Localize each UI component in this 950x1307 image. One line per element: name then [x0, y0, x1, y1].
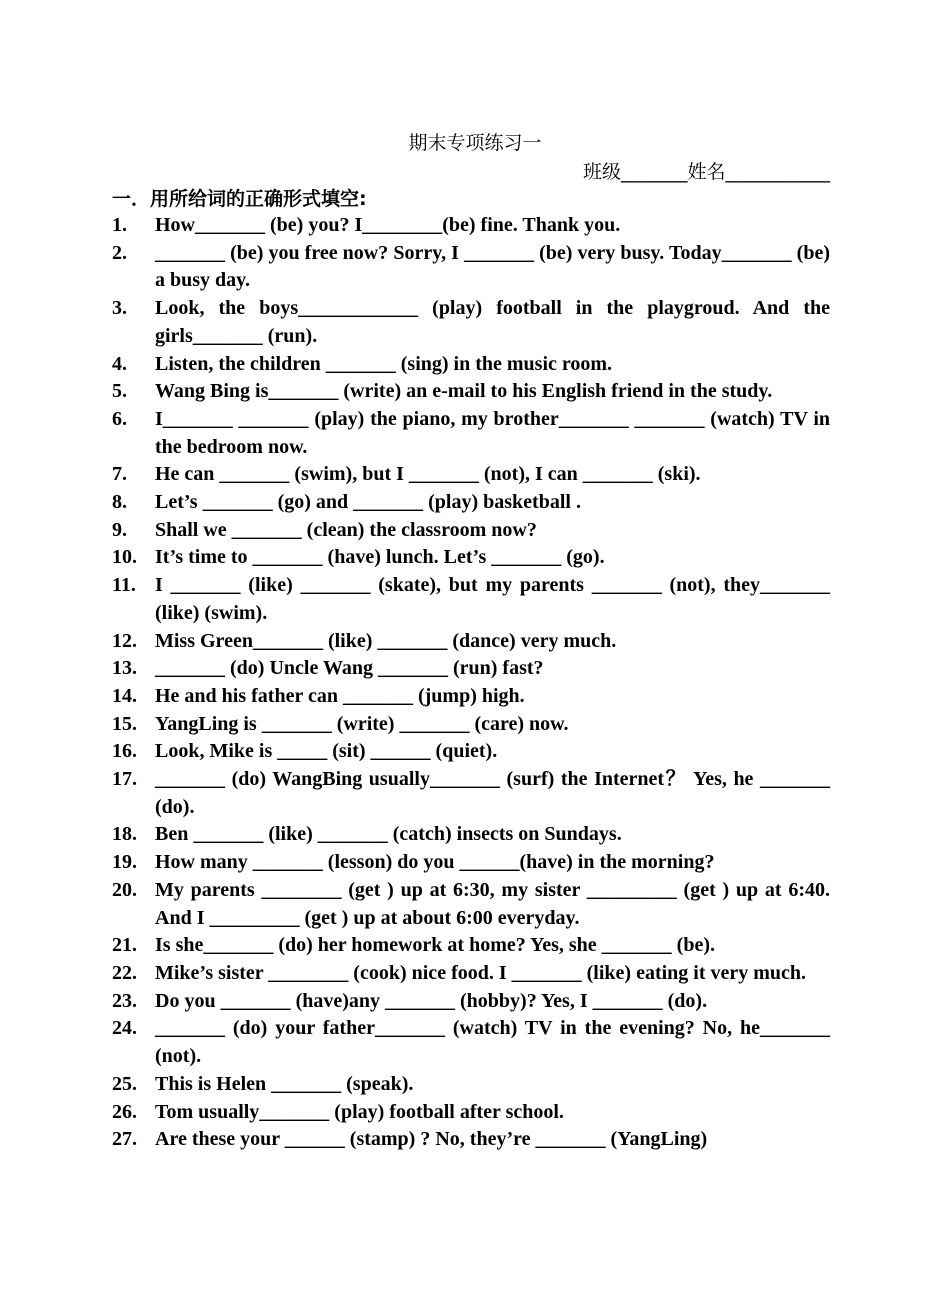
question-item	[112, 683, 830, 711]
question-text: This is Helen _______ (speak).	[155, 1072, 414, 1095]
question-text: Is she_______ (do) her homework at home? Yes, she _______ (be).	[155, 934, 715, 957]
question-number: 18.	[112, 823, 137, 846]
question-number: 27.	[112, 1128, 137, 1151]
question-item	[112, 406, 830, 461]
question-item	[112, 489, 830, 517]
question-text: Ben _______ (like) _______ (catch) insects on Sundays.	[155, 823, 622, 846]
question-number: 14.	[112, 684, 137, 707]
question-number: 3.	[112, 297, 127, 320]
class-name-line: 班级_______姓名___________	[582, 161, 830, 183]
question-item	[112, 544, 830, 572]
question-item	[112, 1126, 830, 1154]
question-number: 25.	[112, 1072, 137, 1095]
question-text: Are these your ______ (stamp) ? No, they’re _______ (YangLing)	[155, 1128, 708, 1151]
question-text: He and his father can _______ (jump) high.	[155, 684, 525, 707]
question-number: 9.	[112, 518, 127, 541]
question-number: 22.	[112, 961, 137, 984]
question-text: _______ (do) your father_______ (watch) TV in the evening? No, he_______ (not).	[155, 1017, 830, 1068]
question-number: 13.	[112, 657, 137, 680]
question-item	[112, 988, 830, 1016]
question-item	[112, 1099, 830, 1127]
question-number: 7.	[112, 463, 127, 486]
question-text: How_______ (be) you? I________(be) fine. Thank you.	[155, 214, 621, 236]
question-item	[112, 517, 830, 545]
question-number: 21.	[112, 934, 137, 957]
question-number: 8.	[112, 491, 127, 514]
question-text: Shall we _______ (clean) the classroom now?	[155, 518, 537, 541]
question-item	[112, 572, 830, 627]
question-text: Miss Green_______ (like) _______ (dance) very much.	[155, 629, 617, 652]
question-number: 16.	[112, 740, 137, 763]
question-number: 24.	[112, 1017, 137, 1040]
question-item	[112, 628, 830, 656]
question-number: 26.	[112, 1100, 137, 1123]
question-number: 6.	[112, 407, 127, 430]
question-item	[112, 378, 830, 406]
question-text: Tom usually_______ (play) football after school.	[155, 1100, 564, 1123]
question-text: Wang Bing is_______ (write) an e-mail to his English friend in the study.	[155, 380, 773, 403]
question-item	[112, 877, 830, 932]
question-text: Look, the boys____________ (play) football in the playgroud. And the girls_______ (run).	[155, 297, 830, 347]
question-item	[112, 240, 830, 295]
question-item	[112, 461, 830, 489]
question-text: _______ (be) you free now? Sorry, I _______ (be) very busy. Today_______ (be) a busy day.	[155, 241, 830, 292]
question-number: 11.	[112, 574, 136, 597]
question-number: 20.	[112, 878, 137, 901]
question-number: 19.	[112, 851, 137, 874]
question-text: Listen, the children _______ (sing) in the music room.	[155, 352, 613, 375]
question-text: Do you _______ (have)any _______ (hobby)? Yes, I _______ (do).	[155, 989, 708, 1012]
question-item	[112, 821, 830, 849]
question-item	[112, 766, 830, 821]
question-number: 17.	[112, 768, 137, 791]
question-text: He can _______ (swim), but I _______ (not), I can _______ (ski).	[155, 463, 701, 486]
section-heading: 一．用所给词的正确形式填空:	[112, 188, 367, 210]
question-item	[112, 849, 830, 877]
question-text: Let’s _______ (go) and _______ (play) basketball .	[155, 491, 581, 514]
question-number: 1.	[112, 214, 127, 236]
question-number: 12.	[112, 629, 137, 652]
page-title: 期末专项练习一	[408, 132, 542, 154]
question-number: 10.	[112, 546, 137, 569]
question-number: 15.	[112, 712, 137, 735]
question-item	[112, 295, 830, 350]
question-number: 5.	[112, 380, 127, 403]
question-item	[112, 212, 830, 240]
question-text: YangLing is _______ (write) _______ (care) now.	[155, 712, 569, 735]
question-item	[112, 738, 830, 766]
question-text: I _______ (like) _______ (skate), but my parents _______ (not), they_______ (like) (swim).	[155, 574, 830, 624]
question-item	[112, 1071, 830, 1099]
question-item	[112, 655, 830, 683]
question-list	[112, 212, 830, 1154]
question-text: Mike’s sister ________ (cook) nice food. I _______ (like) eating it very much.	[155, 961, 807, 984]
question-text: My parents ________ (get ) up at 6:30, my sister _________ (get ) up at 6:40. And I _________ (get ) up at about 6:00 everyday.	[155, 878, 830, 929]
question-item	[112, 932, 830, 960]
question-number: 23.	[112, 989, 137, 1012]
question-text: How many _______ (lesson) do you ______(have) in the morning?	[155, 851, 715, 874]
question-item	[112, 1015, 830, 1070]
question-item	[112, 351, 830, 379]
question-text: It’s time to _______ (have) lunch. Let’s _______ (go).	[155, 546, 605, 569]
question-text: _______ (do) WangBing usually_______ (surf) the Internet？ Yes, he _______ (do).	[155, 768, 830, 818]
question-number: 4.	[112, 352, 127, 375]
question-text: I_______ _______ (play) the piano, my brother_______ _______ (watch) TV in the bedroom now.	[155, 407, 830, 458]
question-text: _______ (do) Uncle Wang _______ (run) fast?	[155, 657, 544, 680]
question-text: Look, Mike is _____ (sit) ______ (quiet).	[155, 740, 498, 763]
question-item	[112, 711, 830, 739]
question-item	[112, 960, 830, 988]
question-number: 2.	[112, 241, 127, 264]
